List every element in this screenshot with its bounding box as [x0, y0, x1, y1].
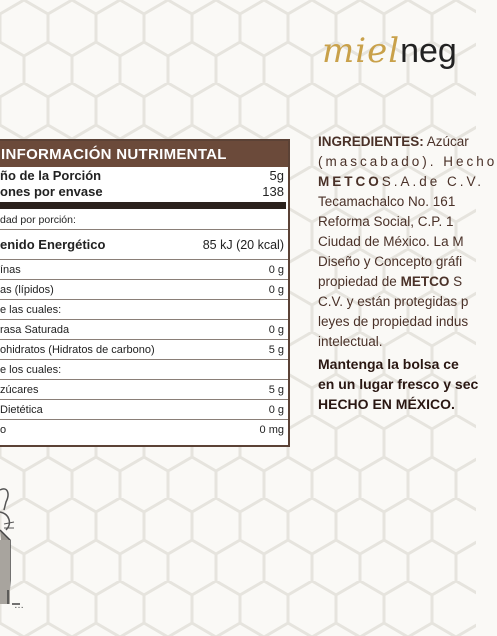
portion-row: [0, 167, 288, 185]
nutrient-row: [0, 360, 288, 380]
ingredients-block: [318, 132, 497, 414]
brand-logo-part2: neg: [400, 32, 457, 70]
nutrient-label: e las cuales:: [0, 304, 62, 316]
nutrient-label: e los cuales:: [0, 364, 62, 376]
nutrient-label: Dietética: [0, 404, 43, 416]
servings-row: [0, 185, 288, 201]
nutrient-value: 5 g: [268, 384, 284, 396]
nutrition-facts-panel: [0, 139, 290, 447]
energy-value: 85 kJ (20 kcal): [202, 238, 284, 252]
ingredients-text: S: [449, 274, 463, 289]
nutrient-value: 0 mg: [259, 424, 284, 436]
per-portion-label: dad por porción:: [0, 214, 76, 226]
servings-value: 138: [262, 184, 284, 199]
nutrient-label: as (lípidos): [0, 284, 54, 296]
nutrient-row: [0, 320, 288, 340]
ingredients-heading: INGREDIENTES:: [318, 134, 424, 149]
nutrient-row: [0, 300, 288, 320]
cat-illustration: [0, 480, 40, 620]
nutrient-label: ohidratos (Hidratos de carbono): [0, 344, 155, 356]
per-portion-row: [0, 209, 288, 230]
ingredients-text: S.A.de C.V.: [381, 174, 485, 189]
servings-label: ones por envase: [0, 184, 103, 199]
storage-note: en un lugar fresco y sec: [318, 376, 479, 392]
ingredients-line: leyes de propiedad indus: [318, 314, 469, 329]
nutrient-row: [0, 280, 288, 300]
nutrient-value: 5 g: [268, 344, 284, 356]
ingredients-line: (mascabado). Hecho: [318, 154, 497, 169]
nutrient-value: 0 g: [268, 404, 284, 416]
portion-label: ño de la Porción: [0, 168, 102, 183]
nutrient-row: [0, 340, 288, 360]
nutrition-title: INFORMACIÓN NUTRIMENTAL: [0, 141, 288, 167]
energy-row: [0, 230, 288, 260]
company-name: METCO: [318, 174, 382, 189]
ingredients-line: Tecamachalco No. 161: [318, 194, 456, 209]
nutrient-label: zúcares: [0, 384, 39, 396]
nutrient-label: ínas: [0, 264, 21, 276]
ingredients-line: Reforma Social, C.P. 1: [318, 214, 454, 229]
nutrient-row: [0, 380, 288, 400]
energy-label: enido Energético: [0, 237, 106, 252]
ingredients-line: C.V. y están protegidas p: [318, 294, 469, 309]
brand-logo: [322, 31, 457, 71]
ingredients-line: [318, 172, 485, 192]
ingredients-text: propiedad de: [318, 274, 401, 289]
nutrient-row: [0, 400, 288, 420]
storage-note: Mantenga la bolsa ce: [318, 356, 459, 372]
nutrient-row: [0, 420, 288, 440]
thick-divider: [0, 202, 286, 209]
nutrient-value: 0 g: [268, 264, 284, 276]
brand-logo-part1: miel: [322, 31, 401, 71]
ingredients-text: Azúcar: [423, 134, 469, 149]
company-name: METCO: [400, 274, 450, 289]
ingredients-line: intelectual.: [318, 334, 383, 349]
ingredients-line: Diseño y Concepto gráfi: [318, 254, 463, 269]
portion-value: 5g: [269, 168, 284, 183]
nutrient-value: 0 g: [268, 324, 284, 336]
ingredients-line: [318, 132, 478, 152]
made-in-mexico: HECHO EN MÉXICO.: [318, 396, 455, 412]
nutrient-label: rasa Saturada: [0, 324, 70, 336]
ingredients-line: Ciudad de México. La M: [318, 234, 464, 249]
nutrient-label: o: [0, 424, 7, 436]
svg-text:…: …: [14, 600, 24, 611]
ingredients-line: [318, 272, 478, 292]
nutrient-row: [0, 260, 288, 280]
nutrient-value: 0 g: [268, 284, 284, 296]
